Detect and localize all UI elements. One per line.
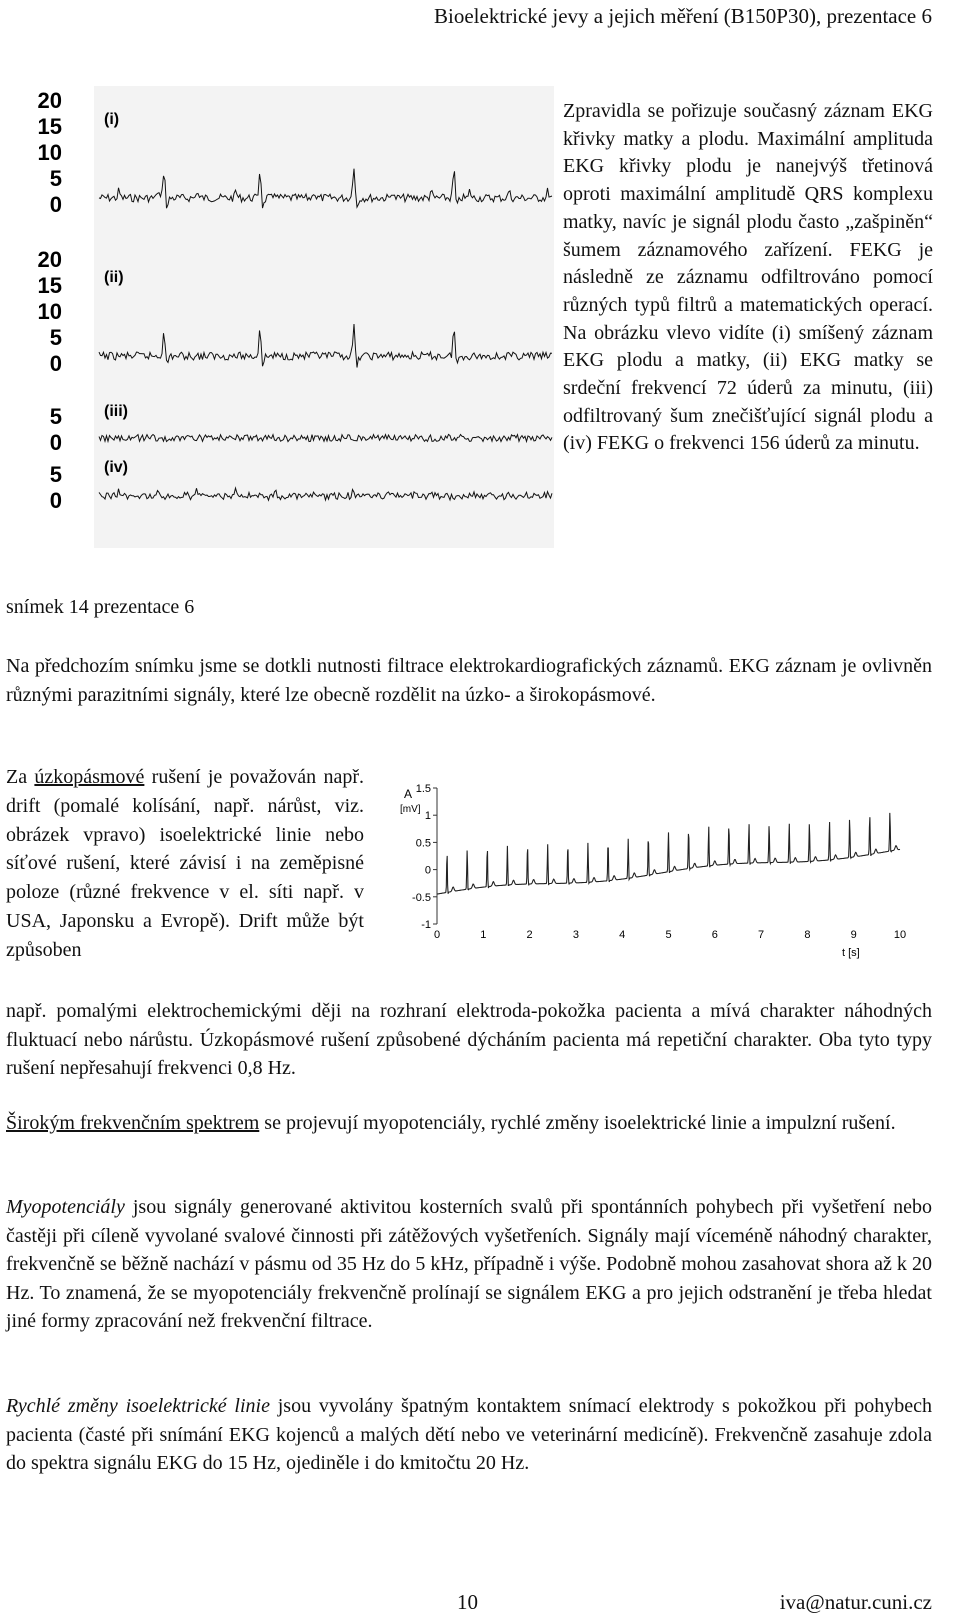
fig1-tick-label: 0 xyxy=(49,192,62,217)
drift-time-label: t [s] xyxy=(842,947,860,959)
fig1-tick-label: 15 xyxy=(37,273,62,298)
drift-x-tick: 9 xyxy=(850,929,857,941)
slide-caption: snímek 14 prezentace 6 xyxy=(6,596,195,618)
document-header: Bioelektrické jevy a jejich měření (B150P30), prezentace 6 xyxy=(434,4,932,28)
intro-paragraph: Na předchozím snímku jsme se dotkli nutnosti filtrace elektrokardiografických záznamů. EKG záznam je ovlivněn různými parazitními signály, které lze obecně rozdělit na úzko- a širokopásmové. xyxy=(6,655,932,706)
drift-x-tick: 1 xyxy=(480,929,487,941)
fig1-tick-label: 15 xyxy=(37,114,62,139)
drift-paragraph: např. pomalými elektrochemickými ději na rozhraní elektroda-pokožka pacienta a mívá charakter náhodných fluktuací nebo nárůstu. Úzkopásmové rušení způsobené dýcháním pacienta má repetiční charakter. Oba tyto typy rušení nepřesahují frekvenci 0,8 Hz. xyxy=(6,1000,932,1079)
fig1-tick-label: 5 xyxy=(49,404,62,429)
drift-ecg-chart xyxy=(400,784,940,966)
baseline-jumps-paragraph xyxy=(6,1392,932,1478)
footer-email: iva@natur.cuni.cz xyxy=(779,1590,932,1614)
fig1-tick-label: 0 xyxy=(49,430,62,455)
drift-y-tick: -0.5 xyxy=(412,891,431,904)
fig1-tick-label: 5 xyxy=(49,166,62,191)
drift-x-tick: 0 xyxy=(433,929,441,941)
drift-axis-unit: [mV] xyxy=(400,804,421,815)
myopotentials-paragraph xyxy=(6,1193,932,1336)
side-description: Zpravidla se pořizuje současný záznam EKG křivky matky a plodu. Maximální amplituda EKG křivky plodu je nanejvýš třetinová oproti maximální amplitudě QRS komplexu matky, navíc je signál plodu často „zašpiněn“ šumem záznamového zařízení. FEKG je následně ze záznamu odfiltrováno pomocí různých typů filtrů a matematických operací. Na obrázku vlevo vidíte (i) smíšený záznam EKG plodu a matky, (ii) EKG matky se srdeční frekvencí 72 úderů za minutu, (iii) odfiltrovaný šum znečišťující signál plodu a (iv) FEKG o frekvenci 156 úderů za minutu. xyxy=(563,100,933,455)
narrowband-term: úzkopásmové xyxy=(34,766,145,788)
broadband-term: Širokým frekvenčním spektrem xyxy=(6,1112,260,1134)
fig1-tick-label: 5 xyxy=(49,462,62,487)
fig1-tick-label: 10 xyxy=(37,140,62,165)
fig1-panel-label: (iv) xyxy=(104,459,128,476)
page-number: 10 xyxy=(457,1590,478,1614)
drift-y-tick: 0.5 xyxy=(415,837,431,850)
fig1-panel-label: (iii) xyxy=(104,403,128,420)
broadband-rest: se projevují myopotenciály, rychlé změny isoelektrické linie a impulzní rušení. xyxy=(259,1112,896,1134)
myopotentials-rest: jsou signály generované aktivitou kosterních svalů při spontánních pohybech při vyšetření nebo častěji při cíleně vyvolané svalové činnosti při zátěžových vyšetřeních. Signály mají víceméně náhodný charakter, frekvenčně se běžně nachází v pásmu od 35 Hz do 5 kHz, případně i výše. Podobně mohou zasahovat shora až k 20 Hz. To znamená, že se myopotenciály frekvenčně prolínají se signálem EKG a pro jejich odstranění je třeba hledat jiné formy zpracování než frekvenční filtrace. xyxy=(6,1196,932,1332)
drift-y-tick: 0 xyxy=(424,864,431,877)
drift-x-tick: 4 xyxy=(619,929,626,941)
fetal-ecg-figure xyxy=(24,86,558,548)
drift-x-tick: 7 xyxy=(758,929,765,941)
fig1-tick-label: 5 xyxy=(49,325,62,350)
drift-x-tick: 6 xyxy=(711,929,718,941)
drift-x-tick: 2 xyxy=(526,929,533,941)
fig1-tick-label: 10 xyxy=(37,299,62,324)
narrowband-post: rušení je považován např. drift (pomalé kolísání, např. nárůst, viz. obrázek vpravo) isoelektrické linie nebo síťové rušení, které závisí i na zeměpisné poloze (různé frekvence v el. síti např. v USA, Japonsku a Evropě). Drift může být způsoben xyxy=(6,766,365,961)
drift-y-tick: 1.5 xyxy=(415,784,431,795)
drift-x-tick: 5 xyxy=(665,929,672,941)
drift-x-tick: 10 xyxy=(893,929,907,941)
baseline-jumps-term: Rychlé změny isoelektrické linie xyxy=(6,1395,270,1417)
drift-y-tick: -1 xyxy=(421,919,431,931)
drift-x-tick: 3 xyxy=(572,929,579,941)
fig1-tick-label: 0 xyxy=(49,351,62,376)
fig1-panel-label: (ii) xyxy=(104,269,124,286)
myopotentials-term: Myopotenciály xyxy=(6,1196,125,1218)
fig1-tick-label: 20 xyxy=(37,88,62,113)
drift-x-tick: 8 xyxy=(804,929,811,941)
fig1-tick-label: 0 xyxy=(49,488,62,513)
fig1-panel-label: (i) xyxy=(104,111,120,128)
baseline-jumps-rest: jsou vyvolány špatným kontaktem snímací elektrody s pokožkou při pohybech pacienta (časté při snímání EKG kojenců a malých dětí nebo ve veterinární medicíně). Frekvenčně zasahuje zdola do spektra signálu EKG do 15 Hz, ojediněle i do kmitočtu 20 Hz. xyxy=(6,1395,933,1474)
drift-axis-label: A xyxy=(404,787,413,801)
fig1-tick-label: 20 xyxy=(37,247,62,272)
narrowband-pre: Za xyxy=(6,766,35,788)
drift-ecg-trace xyxy=(437,813,900,894)
narrowband-paragraph xyxy=(6,763,364,965)
broadband-paragraph xyxy=(6,1109,932,1138)
drift-y-tick: 1 xyxy=(424,810,431,823)
